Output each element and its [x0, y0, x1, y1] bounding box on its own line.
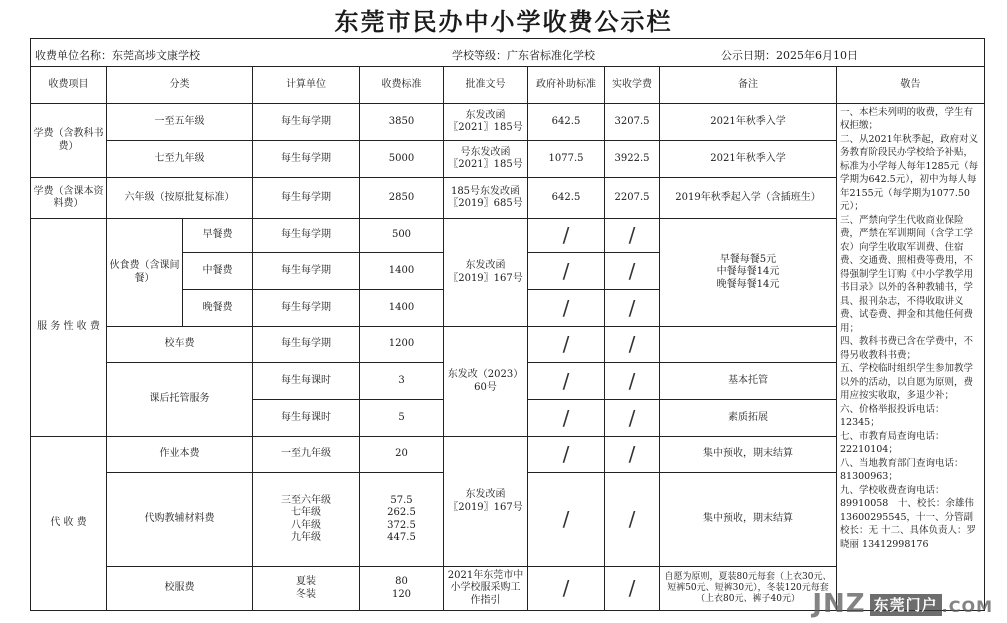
- fee-standard: [360, 473, 444, 567]
- grade-fee: 57.5: [390, 494, 413, 506]
- remark-line: 九、学校收费查询电话：89910058 十、校长：余雄伟 13600295545，十一、分管副校长：无 十二、具体负责人：罗晓丽 13412998176: [840, 484, 977, 550]
- remark-line: 一、本栏未列明的收费，学生有权拒缴；: [840, 107, 974, 132]
- subsidy-slash: /: [528, 290, 605, 327]
- header-subsidy: 政府补助标准: [528, 67, 605, 104]
- meal-name: 早餐费: [183, 219, 253, 253]
- watermark-box: 东莞门户: [870, 594, 942, 616]
- grade-label: 三至六年级: [281, 494, 331, 506]
- uniform-type: 冬装: [296, 588, 316, 600]
- approval-doc: 东发改函〖2019〗167号: [444, 219, 528, 327]
- remark-line: 六、价格举报投诉电话：12345；: [840, 403, 945, 429]
- school-grade: 学校等级：广东省标准化学校: [452, 49, 595, 62]
- header-note: 备注: [660, 67, 837, 104]
- subsidy-slash: /: [528, 567, 605, 611]
- bus-fee: 校车费: [107, 327, 253, 363]
- grade-label: 八年级: [291, 519, 321, 531]
- subsidy-slash: /: [528, 363, 605, 400]
- subsidy: 642.5: [528, 178, 605, 219]
- actual-fee: 3922.5: [605, 141, 660, 178]
- note: 基本托管: [660, 363, 837, 400]
- meal-name: 中餐费: [183, 253, 253, 290]
- note: [660, 327, 837, 363]
- subsidy-slash: /: [528, 473, 605, 567]
- approval-doc: 东发改函〖2019〗167号: [444, 437, 528, 567]
- tuition-item: 学费（含教科书费）: [31, 104, 107, 178]
- remarks: [837, 104, 985, 611]
- fee-standard: 3: [360, 363, 444, 400]
- header-item: 收费项目: [31, 67, 107, 104]
- note-line: 早餐每餐5元: [719, 253, 777, 265]
- grade-fee: 447.5: [387, 532, 416, 543]
- meal-name: 晚餐费: [183, 290, 253, 327]
- uniform-fee-value: 120: [391, 588, 412, 600]
- header-approval: 批准文号: [444, 67, 528, 104]
- actual-fee: 2207.5: [605, 178, 660, 219]
- fee-standard: 2850: [360, 178, 444, 219]
- category: 六年级（按原批复标准）: [107, 178, 253, 219]
- remark-line: 五、学校临时组织学生参加教学以外的活动，以自愿为原则，费用应按实收取，多退少补；: [840, 363, 974, 402]
- books-fee: 代购教辅材料费: [107, 473, 253, 567]
- header-category: 分类: [107, 67, 253, 104]
- watermark-text: JNZ: [812, 589, 866, 619]
- remark-line: 八、当地教育部门查询电话：81300963；: [840, 457, 964, 483]
- header-remark: 敬告: [837, 67, 985, 104]
- calc-unit: 每生每学期: [253, 327, 360, 363]
- subsidy: 1077.5: [528, 141, 605, 178]
- calc-unit: 每生每学期: [253, 178, 360, 219]
- page-title: 东莞市民办中小学收费公示栏: [334, 7, 673, 36]
- note: 自愿为原则，夏装80元每套（上衣30元、短裤50元、短裤30元），冬装120元每套（上衣80元、裤子40元）: [660, 567, 837, 611]
- note: 2021年秋季入学: [660, 141, 837, 178]
- meal-note: [660, 219, 837, 327]
- fee-standard: 20: [360, 437, 444, 473]
- calc-unit: 每生每课时: [253, 400, 360, 437]
- uniform-fee-value: 80: [395, 576, 408, 587]
- note: 2021年秋季入学: [660, 104, 837, 141]
- actual-slash: /: [605, 219, 660, 253]
- approval-doc: 东发改函〖2021〗185号: [444, 104, 528, 141]
- actual-slash: /: [605, 363, 660, 400]
- note-line: 中餐每餐14元: [716, 266, 780, 278]
- fee-standard: 5: [360, 400, 444, 437]
- calc-unit: 每生每课时: [253, 363, 360, 400]
- grade-fee: 262.5: [387, 507, 416, 518]
- subsidy-slash: /: [528, 400, 605, 437]
- fee-standard: 1200: [360, 327, 444, 363]
- fee-standard: 500: [360, 219, 444, 253]
- fee-standard: 1400: [360, 253, 444, 290]
- grade-label: 九年级: [291, 532, 321, 543]
- fee-standard: 3850: [360, 104, 444, 141]
- fee-table: [30, 66, 985, 611]
- grade-label: 七年级: [291, 507, 321, 518]
- note-line: 晚餐每餐14元: [716, 278, 780, 290]
- charging-unit: 收费单位名称：东莞高埗文康学校: [35, 49, 200, 62]
- remark-line: 七、市教育局查询电话：22210104；: [840, 430, 945, 456]
- meal-group: 伙食费（含课间餐）: [107, 219, 183, 327]
- subsidy-slash: /: [528, 327, 605, 363]
- actual-slash: /: [605, 400, 660, 437]
- watermark: [812, 589, 993, 619]
- calc-unit: 每生每学期: [253, 219, 360, 253]
- subsidy-slash: /: [528, 437, 605, 473]
- approval-doc: 号东发改函〖2021〗185号: [444, 141, 528, 178]
- homework-fee: 作业本费: [107, 437, 253, 473]
- actual-slash: /: [605, 437, 660, 473]
- calc-unit: 每生每学期: [253, 104, 360, 141]
- actual-slash: /: [605, 253, 660, 290]
- actual-fee: 3207.5: [605, 104, 660, 141]
- actual-slash: /: [605, 567, 660, 611]
- actual-slash: /: [605, 327, 660, 363]
- approval-doc: 2021年东莞市中小学校服采购工作指引: [444, 567, 528, 611]
- note: 2019年秋季起入学（含插班生）: [660, 178, 837, 219]
- actual-slash: /: [605, 290, 660, 327]
- remark-line: 三、严禁向学生代收商业保险费，严禁在军训期间（含学工学农）向学生收取军训费、住宿费、交通费、照相费等费用，不得强制学生订购《中小学教学用书目录》以外的各种教辅书，学具、报刊杂志，不得收取讲义费、试卷费、押金和其他任何费用；: [840, 214, 974, 334]
- header-unit: 计算单位: [253, 67, 360, 104]
- calc-unit: 每生每学期: [253, 141, 360, 178]
- calc-unit: [253, 567, 360, 611]
- service-item: 服 务 性 收 费: [31, 219, 107, 437]
- remark-line: 四、教科书费已含在学费中，不得另收教科书费；: [840, 336, 974, 361]
- agency-item: 代 收 费: [31, 437, 107, 611]
- note: 素质拓展: [660, 400, 837, 437]
- header-actual: 实收学费: [605, 67, 660, 104]
- grade-fee: 372.5: [387, 519, 416, 531]
- watermark-suffix: .COM: [941, 597, 993, 616]
- header-standard: 收费标准: [360, 67, 444, 104]
- uniform-type: 夏装: [296, 576, 316, 587]
- subsidy-slash: /: [528, 253, 605, 290]
- remark-line: 二、从2021年秋季起，政府对义务教育阶段民办学校给予补贴，标准为小学每人每年1285元（每学期为642.5元），初中为每人每年2155元（每学期为1077.50元）；: [840, 133, 979, 213]
- fee-standard: 5000: [360, 141, 444, 178]
- publish-date: 公示日期：2025年6月10日: [721, 49, 858, 62]
- subsidy: 642.5: [528, 104, 605, 141]
- calc-unit: 每生每学期: [253, 253, 360, 290]
- table-row: [31, 104, 985, 141]
- subsidy-slash: /: [528, 219, 605, 253]
- note: 集中预收，期末结算: [660, 473, 837, 567]
- approval-doc: 185号东发改函〖2019〗685号: [444, 178, 528, 219]
- fee-standard: [360, 567, 444, 611]
- category: 七至九年级: [107, 141, 253, 178]
- category: 一至五年级: [107, 104, 253, 141]
- after-school: 课后托管服务: [107, 363, 253, 437]
- calc-unit: [253, 473, 360, 567]
- tuition-item: 学费（含课本资料费）: [31, 178, 107, 219]
- fee-standard: 1400: [360, 290, 444, 327]
- note: 集中预收，期末结算: [660, 437, 837, 473]
- calc-unit: 一至九年级: [253, 437, 360, 473]
- header-row: [31, 67, 985, 104]
- calc-unit: 每生每学期: [253, 290, 360, 327]
- uniform-fee: 校服费: [107, 567, 253, 611]
- approval-doc: 东发改（2023）60号: [444, 327, 528, 437]
- info-bar: [30, 38, 985, 67]
- actual-slash: /: [605, 473, 660, 567]
